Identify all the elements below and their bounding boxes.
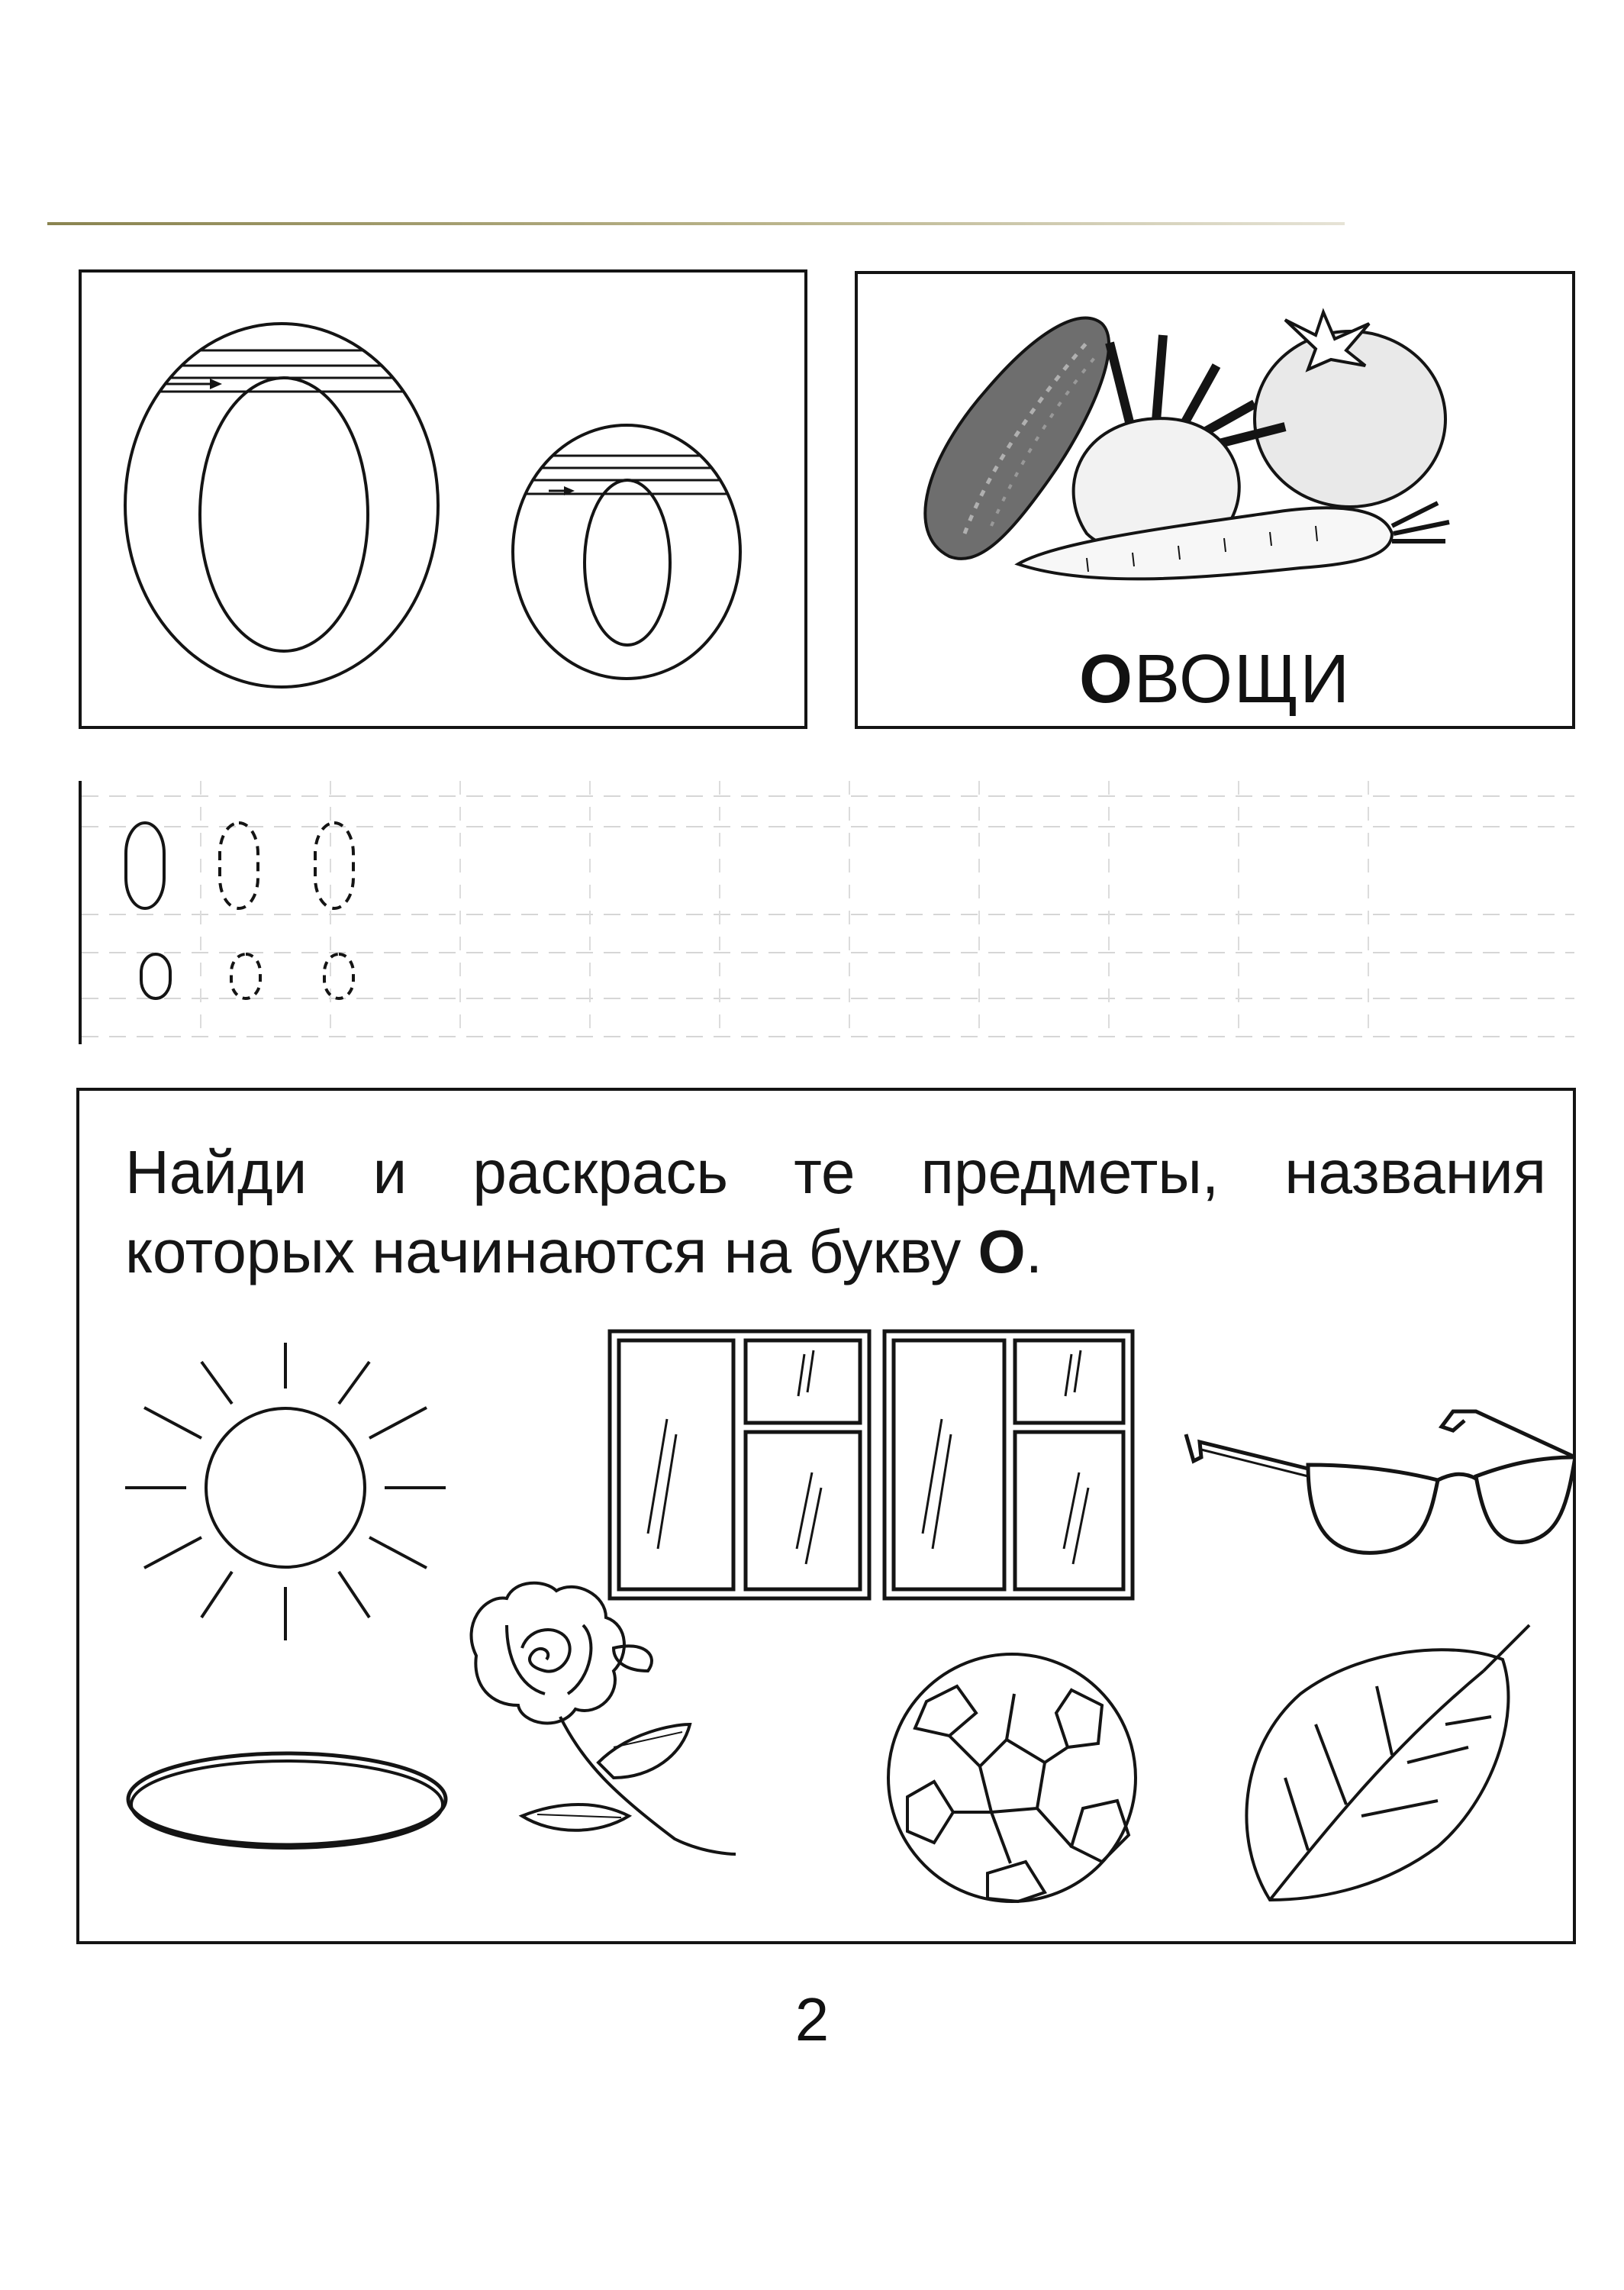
trace-letter-dashed [231, 954, 260, 998]
picture-word-rest: ВОЩИ [1133, 641, 1352, 718]
vegetables-illustration [858, 274, 1572, 625]
picture-word-first-letter: О [1078, 641, 1134, 718]
oval-icon [128, 1753, 446, 1848]
trace-letter-dashed [315, 823, 353, 908]
task-instruction-letter: О [978, 1218, 1026, 1285]
trace-letter-dashed [220, 823, 258, 908]
ball-icon [888, 1654, 1136, 1901]
picture-panel [855, 271, 1575, 729]
task-pictures [79, 1091, 1573, 1941]
letter-panel [79, 269, 807, 729]
window-icon [884, 1331, 1133, 1598]
letter-shapes [82, 273, 804, 726]
trace-letter-solid [141, 954, 170, 998]
sun-icon [125, 1343, 446, 1640]
task-instruction-end: . [1025, 1218, 1042, 1285]
lowercase-letter-o [509, 425, 746, 679]
uppercase-letter-o [112, 324, 448, 687]
task-panel [76, 1088, 1576, 1944]
picture-word [858, 640, 1572, 719]
top-rule [47, 222, 1345, 225]
trace-letter-dashed [324, 954, 353, 998]
leaf-icon [1246, 1625, 1529, 1900]
writing-practice-strip [79, 766, 1574, 1044]
page-number: 2 [794, 1985, 830, 2053]
task-instruction-text: Найди и раскрась те предметы, названия которых начинаются на букву [125, 1138, 1546, 1285]
glasses-icon [1186, 1411, 1573, 1553]
rose-icon [472, 1583, 736, 1854]
window-icon [610, 1331, 869, 1598]
trace-letter-solid [126, 823, 164, 908]
writing-grid [79, 766, 1574, 1044]
